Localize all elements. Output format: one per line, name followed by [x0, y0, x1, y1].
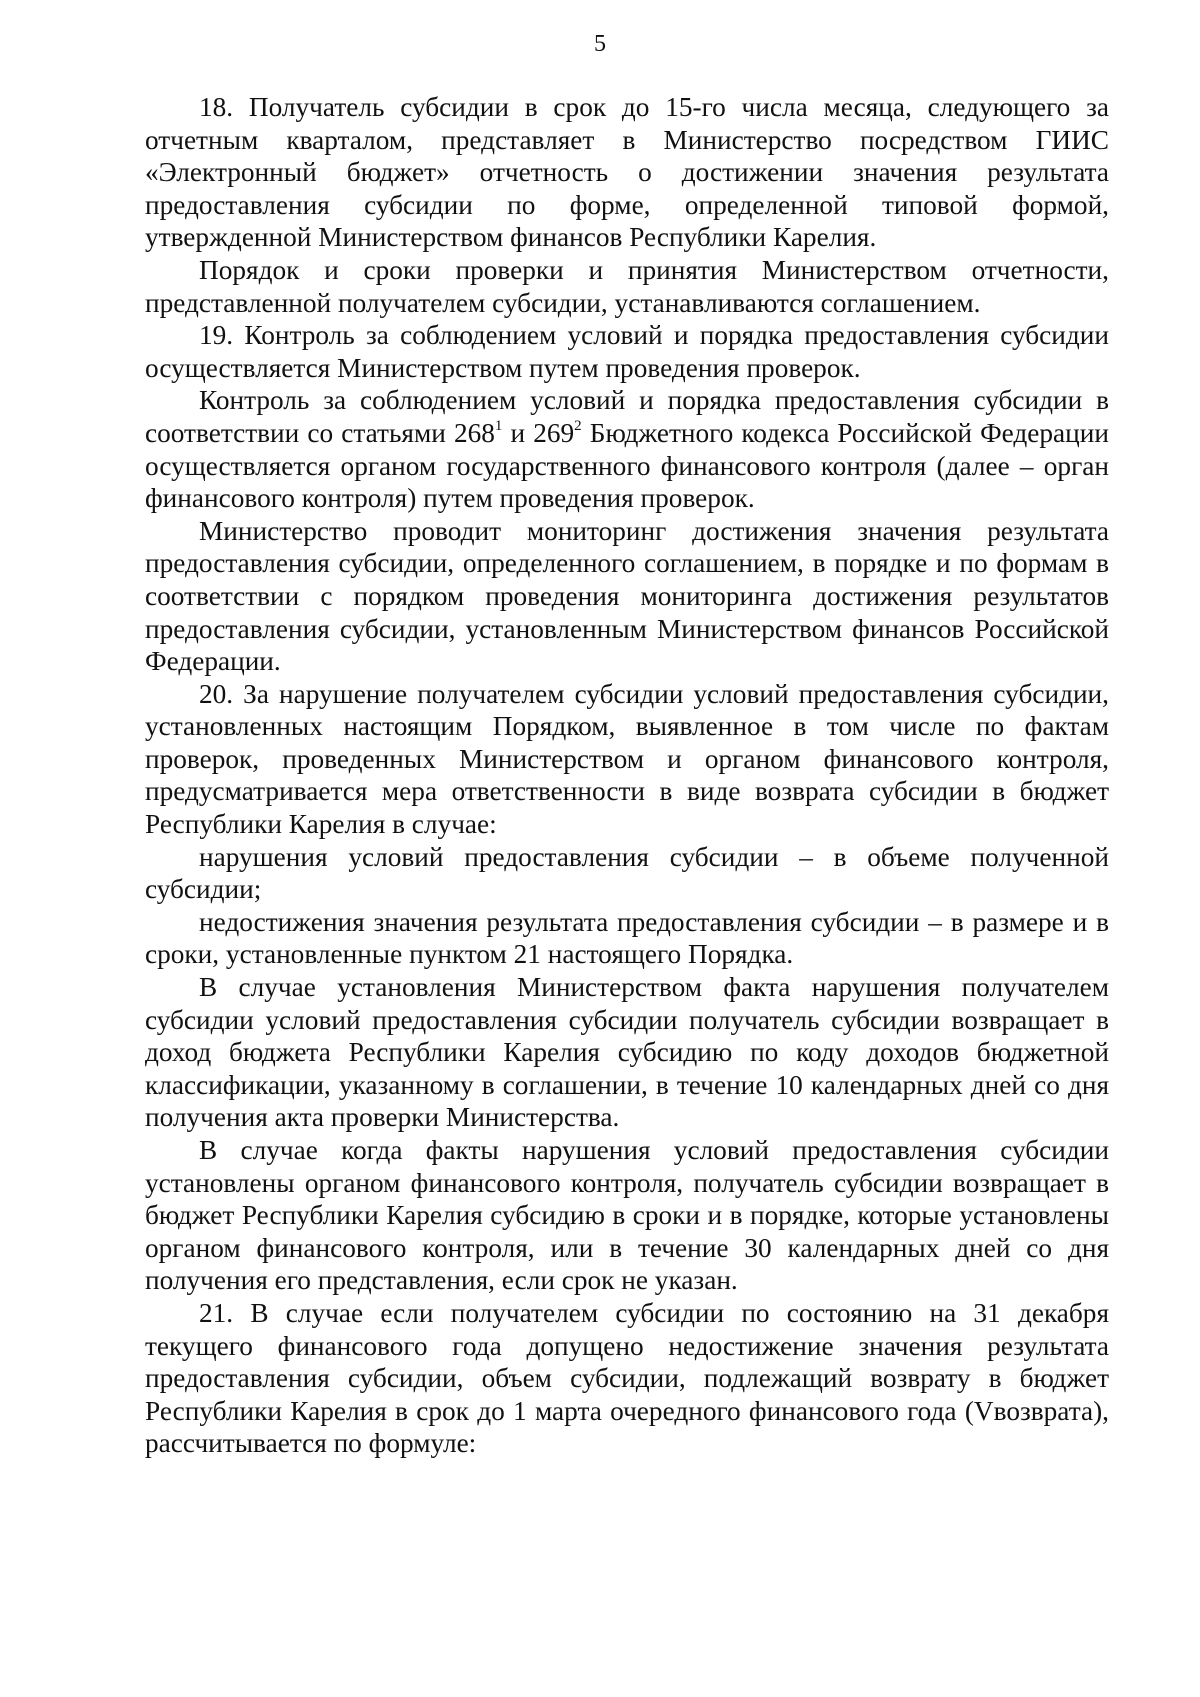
paragraph-violation-conditions: нарушения условий предоставления субсидии – в объеме полученной субсидии;: [145, 841, 1109, 905]
paragraph-18: 18. Получатель субсидии в срок до 15-го числа месяца, следующего за отчетным кварталом, представляет в Министерство посредством ГИИС «Электронный бюджет» отчетность о достижении значения результата предоставления субсидии по форме, определенной типовой формой, утвержденной Министерством финансов Республики Карелия.: [145, 92, 1109, 253]
paragraph-monitoring: Министерство проводит мониторинг достижения значения результата предоставления субсидии, определенного соглашением, в порядке и по формам в соответствии с порядком проведения мониторинга достижения результатов предоставления субсидии, установленным Министерством финансов Российской Федерации.: [145, 515, 1109, 677]
superscript: 2: [574, 417, 582, 434]
paragraph-21: 21. В случае если получателем субсидии по состоянию на 31 декабря текущего финансового года допущено недостижение значения результата предоставления субсидии, объем субсидии, подлежащий возврату в бюджет Республики Карелия в срок до 1 марта очередного финансового года (Vвозврата), рассчитывается по формуле:: [145, 1297, 1109, 1459]
page-number: 5: [594, 31, 606, 57]
paragraph-ministry-violation: В случае установления Министерством факта нарушения получателем субсидии условий предоставления субсидии получатель субсидии возвращает в доход бюджета Республики Карелия субсидию по коду доходов бюджетной классификации, указанному в соглашении, в течение 10 календарных дней со дня получения акта проверки Министерства.: [145, 972, 1109, 1133]
text-segment: и 269: [502, 417, 575, 448]
text-segment: Бюджетного кодекса Российской Федерации осуществляется органом государственного финансового контроля (далее – орган финансового контроля) путем проведения проверок.: [145, 417, 1109, 514]
paragraph-non-achievement: недостижения значения результата предоставления субсидии – в размере и в сроки, установленные пунктом 21 настоящего Порядка.: [145, 906, 1109, 970]
paragraph-control-budget-code: [145, 384, 1109, 514]
paragraph-control-body-violation: В случае когда факты нарушения условий предоставления субсидии установлены органом финансового контроля, получатель субсидии возвращает в бюджет Республики Карелия субсидию в сроки и в порядке, которые установлены органом финансового контроля, или в течение 30 календарных дней со дня получения его представления, если срок не указан.: [145, 1135, 1109, 1296]
superscript: 1: [494, 417, 503, 434]
paragraph-20: 20. За нарушение получателем субсидии условий предоставления субсидии, установленных настоящим Порядком, выявленное в том числе по фактам проверок, проведенных Министерством и органом финансового контроля, предусматривается мера ответственности в виде возврата субсидии в бюджет Республики Карелия в случае:: [145, 678, 1109, 840]
document-body: [145, 91, 1109, 1460]
paragraph-19: 19. Контроль за соблюдением условий и порядка предоставления субсидии осуществляется Министерством путем проведения проверок.: [145, 320, 1109, 383]
text-segment: Контроль за соблюдением условий и порядка предоставления субсидии в соответствии со статьями 268: [145, 385, 1109, 448]
paragraph-reporting-check: Порядок и сроки проверки и принятия Министерством отчетности, представленной получателем субсидии, устанавливаются соглашением.: [145, 254, 1109, 318]
